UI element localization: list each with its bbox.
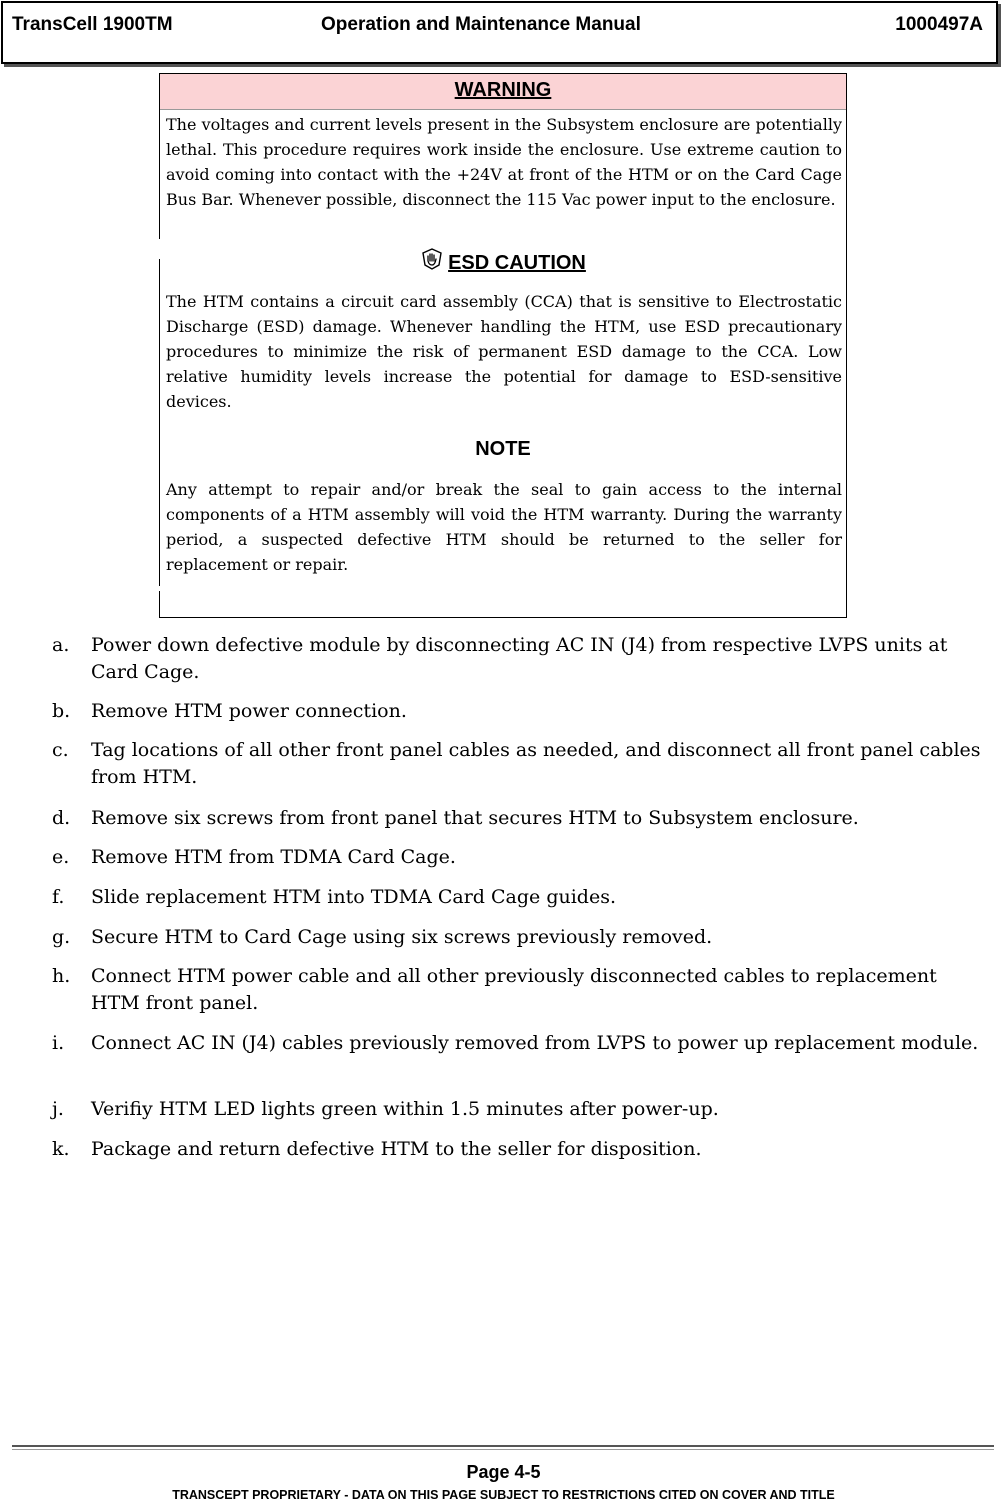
page-number: Page 4-5 — [466, 1462, 541, 1482]
proprietary-notice: TRANSCEPT PROPRIETARY - DATA ON THIS PAGE SUBJECT TO RESTRICTIONS CITED ON COVER AND TITLE — [172, 1488, 835, 1502]
header-doc-number: 1000497A — [895, 14, 983, 35]
header-product: TransCell 1900TM — [12, 14, 173, 35]
footer-divider — [12, 1445, 994, 1450]
page-header — [1, 1, 998, 64]
note-title: NOTE — [475, 438, 531, 460]
esd-caution-text: The HTM contains a circuit card assembly (CCA) that is sensitive to Electrostatic Discharge (ESD) damage. Whenever handling the HTM, use ESD precautionary procedures to minimize the risk of permanent ESD damage to the CCA. Low relative humidity levels increase the potential for damage to ESD-sensitive devices. — [166, 292, 842, 411]
safety-notice-box — [159, 73, 847, 618]
note-text: Any attempt to repair and/or break the seal to gain access to the internal components of a HTM assembly will void the HTM warranty. During the warranty period, a suspected defective HTM should be returned to the seller for replacement or repair. — [166, 480, 842, 574]
esd-hand-icon — [420, 247, 444, 271]
warning-text: The voltages and current levels present in the Subsystem enclosure are potentially lethal. This procedure requires work inside the enclosure. Use extreme caution to avoid coming into contact with the +24V at front of the HTM or on the Card Cage Bus Bar. Whenever possible, disconnect the 115 Vac power input to the enclosure. — [166, 115, 842, 209]
header-title: Operation and Maintenance Manual — [321, 14, 641, 35]
warning-title: WARNING — [454, 79, 552, 101]
esd-caution-title: ESD CAUTION — [448, 252, 586, 274]
esd-caution-heading — [160, 247, 846, 275]
warning-heading — [160, 74, 846, 110]
